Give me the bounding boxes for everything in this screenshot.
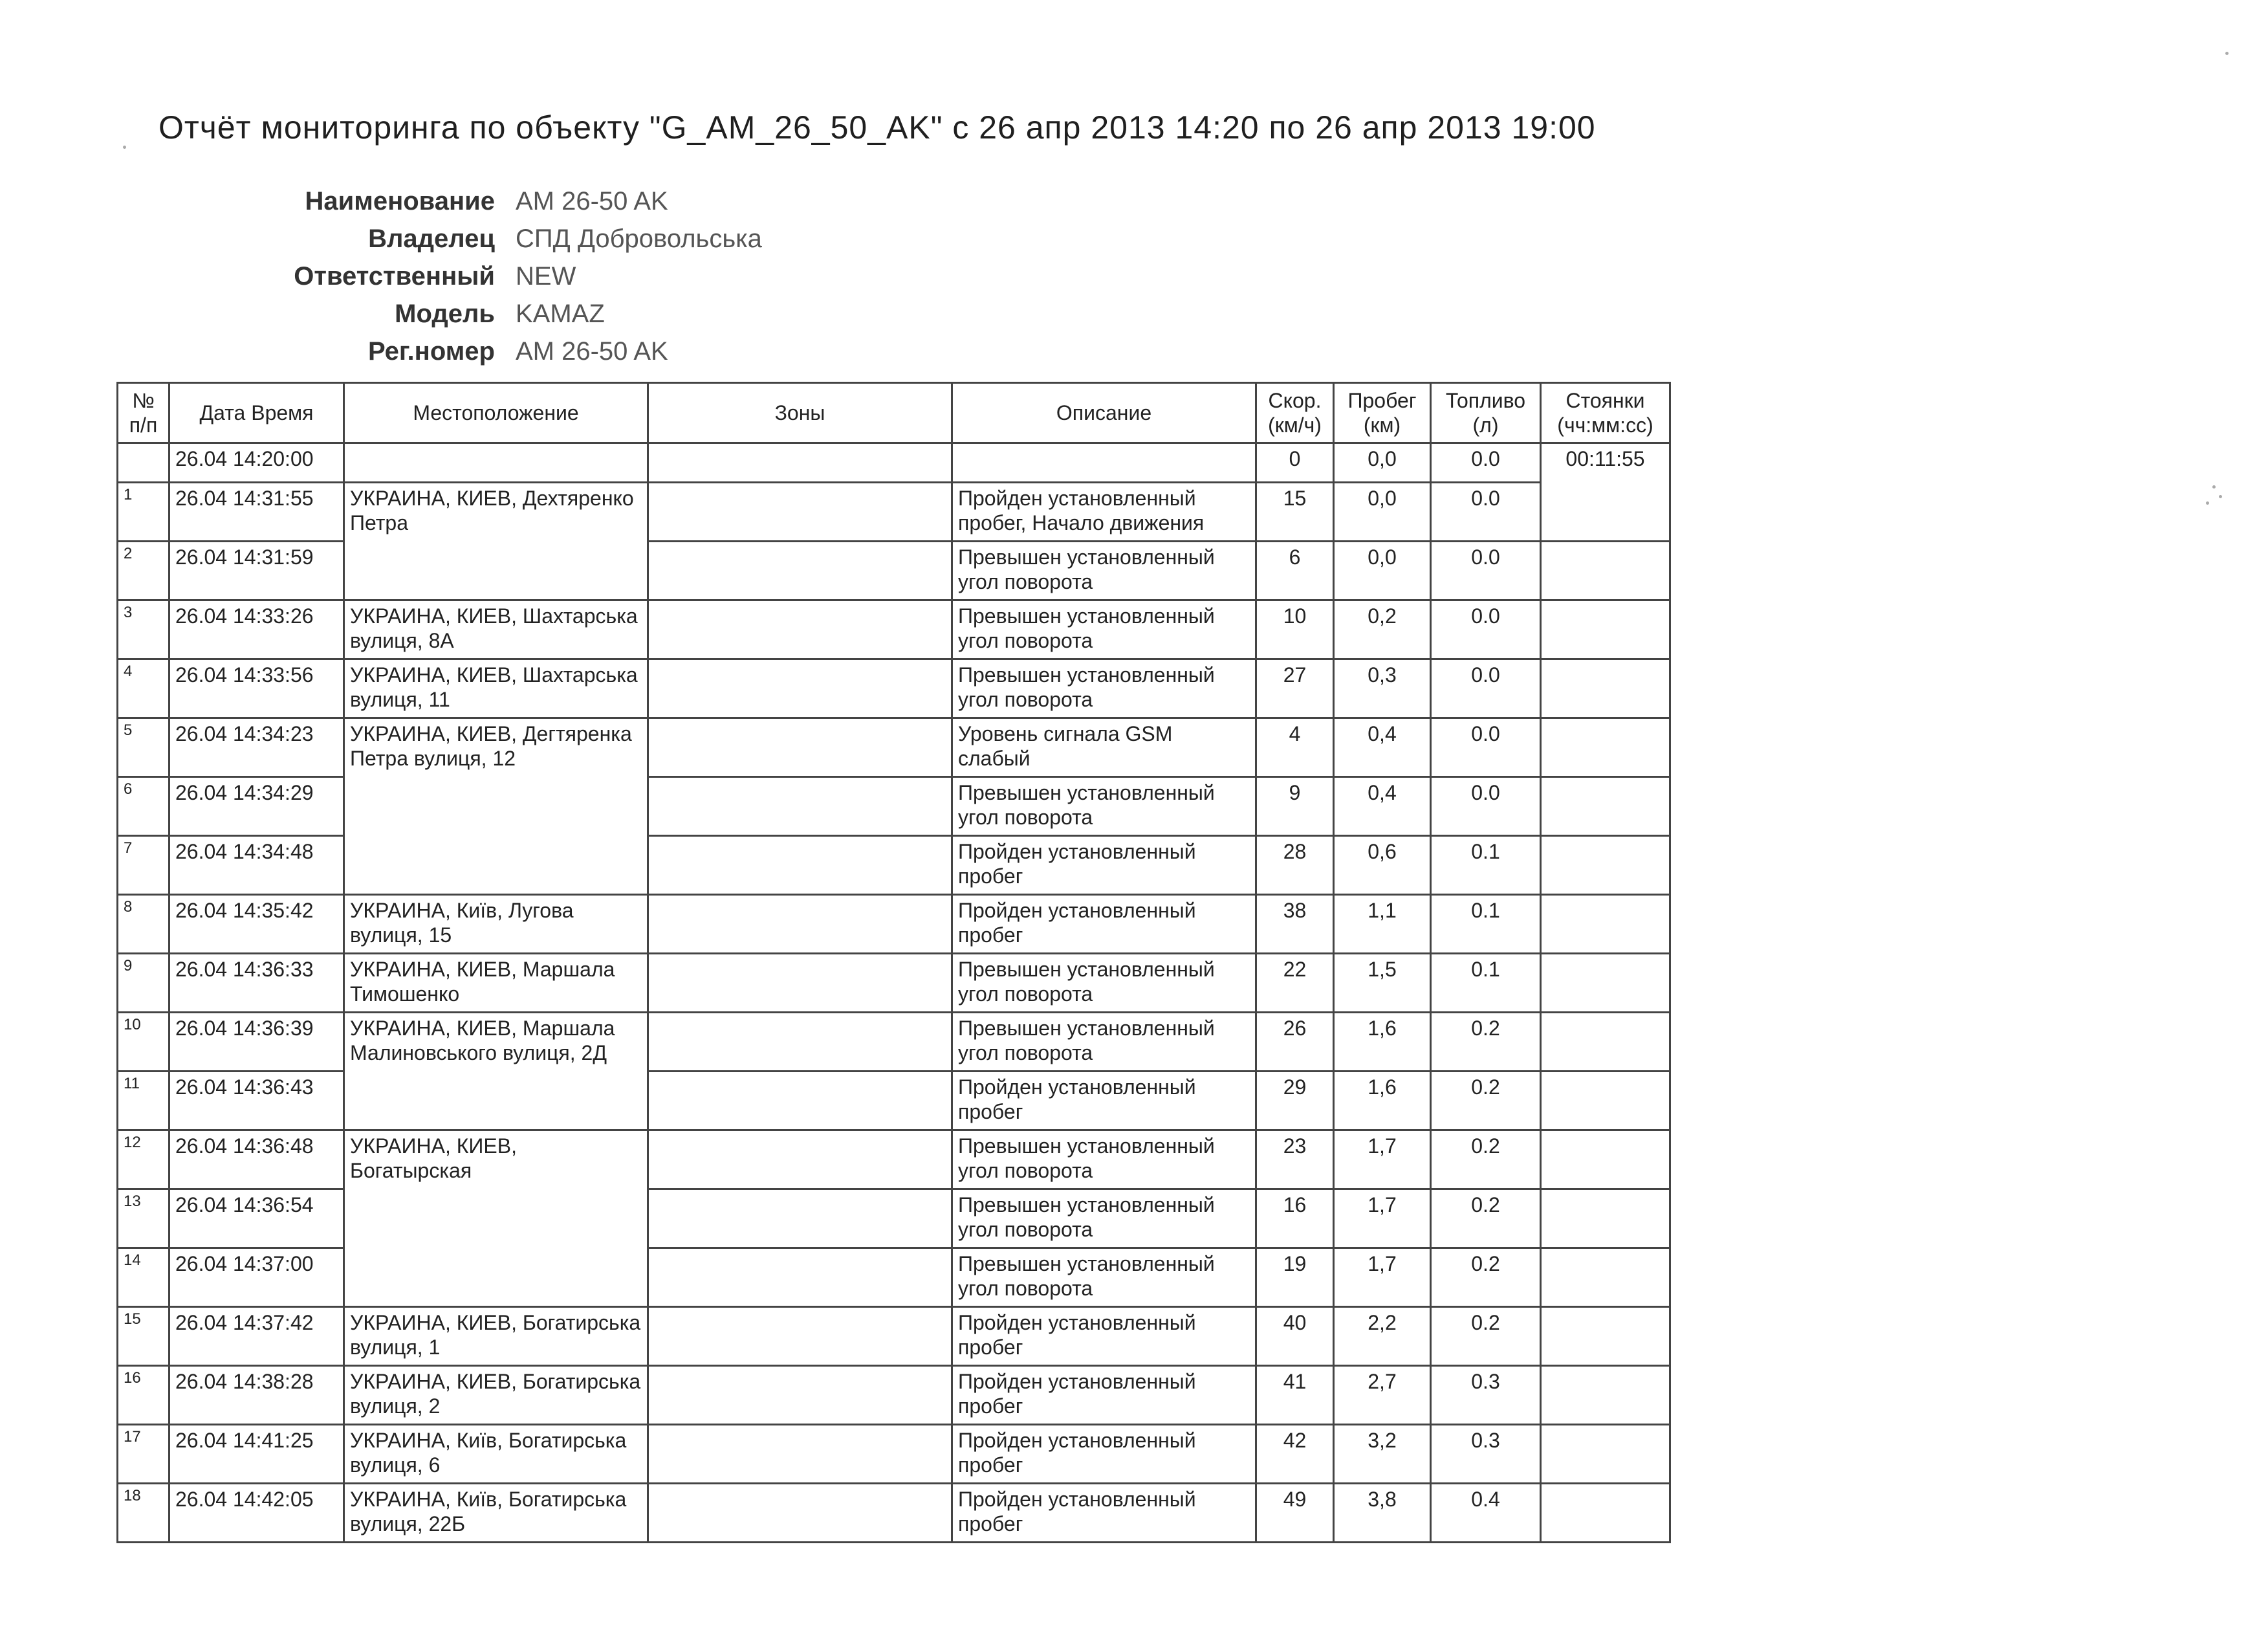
cell-zones xyxy=(648,1072,952,1130)
cell-stops xyxy=(1541,1189,1670,1248)
cell-speed: 0 xyxy=(1256,443,1334,483)
cell-datetime: 26.04 14:31:55 xyxy=(169,483,344,542)
table-row xyxy=(118,443,1670,483)
cell-datetime: 26.04 14:42:05 xyxy=(169,1484,344,1543)
table-row xyxy=(118,1425,1670,1484)
scan-speck xyxy=(2206,501,2209,505)
cell-stops xyxy=(1541,1425,1670,1484)
table-row xyxy=(118,954,1670,1013)
cell-location: УКРАИНА, КИЕВ, Богатырская xyxy=(344,1130,648,1307)
table-row xyxy=(118,1013,1670,1072)
cell-speed: 4 xyxy=(1256,718,1334,777)
cell-fuel: 0.1 xyxy=(1431,954,1541,1013)
cell-stops xyxy=(1541,1366,1670,1425)
cell-num: 10 xyxy=(118,1013,169,1072)
info-value: AM 26-50 AK xyxy=(516,336,668,366)
cell-num: 4 xyxy=(118,659,169,718)
cell-stops xyxy=(1541,718,1670,777)
cell-stops xyxy=(1541,600,1670,659)
cell-speed: 38 xyxy=(1256,895,1334,954)
cell-num: 14 xyxy=(118,1248,169,1307)
cell-description xyxy=(952,443,1256,483)
cell-num: 16 xyxy=(118,1366,169,1425)
header-num: № п/п xyxy=(118,383,169,443)
cell-stops xyxy=(1541,777,1670,836)
cell-num: 7 xyxy=(118,836,169,895)
table-row xyxy=(118,1484,1670,1543)
cell-description: Превышен установленный угол поворота xyxy=(952,1248,1256,1307)
table-header-row xyxy=(118,383,1670,443)
cell-datetime: 26.04 14:34:48 xyxy=(169,836,344,895)
cell-zones xyxy=(648,777,952,836)
cell-fuel: 0.2 xyxy=(1431,1248,1541,1307)
cell-speed: 22 xyxy=(1256,954,1334,1013)
cell-fuel: 0.3 xyxy=(1431,1425,1541,1484)
table-row xyxy=(118,659,1670,718)
cell-zones xyxy=(648,659,952,718)
scan-speck xyxy=(2225,52,2229,55)
cell-speed: 9 xyxy=(1256,777,1334,836)
cell-mileage: 0,0 xyxy=(1334,542,1431,600)
cell-description: Превышен установленный угол поворота xyxy=(952,777,1256,836)
cell-mileage: 0,4 xyxy=(1334,777,1431,836)
cell-zones xyxy=(648,1248,952,1307)
cell-location xyxy=(344,443,648,483)
cell-num: 5 xyxy=(118,718,169,777)
cell-speed: 16 xyxy=(1256,1189,1334,1248)
cell-speed: 15 xyxy=(1256,483,1334,542)
cell-num: 13 xyxy=(118,1189,169,1248)
cell-zones xyxy=(648,542,952,600)
cell-zones xyxy=(648,483,952,542)
cell-zones xyxy=(648,1013,952,1072)
info-row-owner xyxy=(194,220,762,258)
cell-mileage: 1,1 xyxy=(1334,895,1431,954)
cell-datetime: 26.04 14:34:29 xyxy=(169,777,344,836)
cell-zones xyxy=(648,1189,952,1248)
cell-datetime: 26.04 14:36:48 xyxy=(169,1130,344,1189)
header-fuel: Топливо (л) xyxy=(1431,383,1541,443)
cell-mileage: 0,3 xyxy=(1334,659,1431,718)
cell-stops xyxy=(1541,1484,1670,1543)
cell-zones xyxy=(648,1484,952,1543)
cell-mileage: 1,7 xyxy=(1334,1189,1431,1248)
cell-mileage: 1,7 xyxy=(1334,1248,1431,1307)
cell-mileage: 0,2 xyxy=(1334,600,1431,659)
cell-num: 18 xyxy=(118,1484,169,1543)
cell-speed: 27 xyxy=(1256,659,1334,718)
cell-num: 15 xyxy=(118,1307,169,1366)
cell-fuel: 0.0 xyxy=(1431,659,1541,718)
cell-description: Пройден установленный пробег xyxy=(952,1072,1256,1130)
cell-location: УКРАИНА, КИЕВ, Маршала Малиновського вулиця, 2Д xyxy=(344,1013,648,1130)
header-mileage: Пробег (км) xyxy=(1334,383,1431,443)
cell-mileage: 0,0 xyxy=(1334,443,1431,483)
cell-mileage: 3,2 xyxy=(1334,1425,1431,1484)
cell-mileage: 3,8 xyxy=(1334,1484,1431,1543)
cell-zones xyxy=(648,718,952,777)
info-label: Ответственный xyxy=(294,261,495,291)
header-zones: Зоны xyxy=(648,383,952,443)
cell-stops xyxy=(1541,1307,1670,1366)
cell-mileage: 1,7 xyxy=(1334,1130,1431,1189)
cell-datetime: 26.04 14:36:54 xyxy=(169,1189,344,1248)
cell-stops xyxy=(1541,1072,1670,1130)
cell-num: 3 xyxy=(118,600,169,659)
cell-fuel: 0.0 xyxy=(1431,600,1541,659)
info-row-model xyxy=(194,295,762,333)
cell-speed: 28 xyxy=(1256,836,1334,895)
cell-num: 6 xyxy=(118,777,169,836)
cell-datetime: 26.04 14:33:56 xyxy=(169,659,344,718)
cell-location: УКРАИНА, КИЕВ, Дехтяренко Петра xyxy=(344,483,648,600)
cell-fuel: 0.2 xyxy=(1431,1072,1541,1130)
cell-num: 12 xyxy=(118,1130,169,1189)
cell-location: УКРАИНА, КИЕВ, Богатирська вулиця, 1 xyxy=(344,1307,648,1366)
cell-mileage: 2,7 xyxy=(1334,1366,1431,1425)
header-stops: Стоянки (чч:мм:сс) xyxy=(1541,383,1670,443)
cell-description: Превышен установленный угол поворота xyxy=(952,542,1256,600)
cell-mileage: 0,0 xyxy=(1334,483,1431,542)
report-title: Отчёт мониторинга по объекту "G_AM_26_50_AK" с 26 апр 2013 14:20 по 26 апр 2013 19:00 xyxy=(158,109,1596,146)
cell-stops xyxy=(1541,1130,1670,1189)
cell-description: Превышен установленный угол поворота xyxy=(952,659,1256,718)
cell-stops xyxy=(1541,954,1670,1013)
cell-fuel: 0.2 xyxy=(1431,1130,1541,1189)
cell-datetime: 26.04 14:34:23 xyxy=(169,718,344,777)
cell-zones xyxy=(648,954,952,1013)
header-speed: Скор. (км/ч) xyxy=(1256,383,1334,443)
cell-speed: 23 xyxy=(1256,1130,1334,1189)
cell-speed: 49 xyxy=(1256,1484,1334,1543)
cell-speed: 41 xyxy=(1256,1366,1334,1425)
info-value: KAMAZ xyxy=(516,299,605,328)
cell-description: Уровень сигнала GSM слабый xyxy=(952,718,1256,777)
cell-datetime: 26.04 14:36:43 xyxy=(169,1072,344,1130)
cell-zones xyxy=(648,1130,952,1189)
cell-location: УКРАИНА, Київ, Богатирська вулиця, 6 xyxy=(344,1425,648,1484)
cell-mileage: 2,2 xyxy=(1334,1307,1431,1366)
cell-num: 1 xyxy=(118,483,169,542)
info-row-name xyxy=(194,182,762,220)
header-description: Описание xyxy=(952,383,1256,443)
table-row xyxy=(118,1366,1670,1425)
cell-zones xyxy=(648,895,952,954)
cell-stops xyxy=(1541,836,1670,895)
info-label: Наименование xyxy=(305,186,495,215)
cell-num: 17 xyxy=(118,1425,169,1484)
cell-description: Превышен установленный угол поворота xyxy=(952,600,1256,659)
cell-location: УКРАИНА, Київ, Лугова вулиця, 15 xyxy=(344,895,648,954)
cell-datetime: 26.04 14:20:00 xyxy=(169,443,344,483)
cell-location: УКРАИНА, КИЕВ, Богатирська вулиця, 2 xyxy=(344,1366,648,1425)
cell-stops xyxy=(1541,542,1670,600)
cell-description: Пройден установленный пробег xyxy=(952,1366,1256,1425)
cell-zones xyxy=(648,1425,952,1484)
cell-datetime: 26.04 14:36:39 xyxy=(169,1013,344,1072)
cell-description: Пройден установленный пробег xyxy=(952,1307,1256,1366)
object-info xyxy=(194,182,762,370)
info-label: Модель xyxy=(395,299,495,328)
cell-fuel: 0.2 xyxy=(1431,1189,1541,1248)
cell-speed: 26 xyxy=(1256,1013,1334,1072)
table-row xyxy=(118,1130,1670,1189)
cell-stops xyxy=(1541,1013,1670,1072)
cell-mileage: 1,5 xyxy=(1334,954,1431,1013)
cell-zones xyxy=(648,836,952,895)
cell-fuel: 0.0 xyxy=(1431,777,1541,836)
cell-datetime: 26.04 14:41:25 xyxy=(169,1425,344,1484)
cell-fuel: 0.3 xyxy=(1431,1366,1541,1425)
cell-fuel: 0.1 xyxy=(1431,895,1541,954)
scan-speck xyxy=(2212,485,2216,489)
cell-datetime: 26.04 14:36:33 xyxy=(169,954,344,1013)
cell-fuel: 0.2 xyxy=(1431,1013,1541,1072)
cell-fuel: 0.4 xyxy=(1431,1484,1541,1543)
monitoring-table xyxy=(116,382,1671,1543)
cell-speed: 10 xyxy=(1256,600,1334,659)
cell-description: Пройден установленный пробег xyxy=(952,1425,1256,1484)
cell-stops: 00:11:55 xyxy=(1541,443,1670,542)
cell-fuel: 0.2 xyxy=(1431,1307,1541,1366)
cell-description: Превышен установленный угол поворота xyxy=(952,1130,1256,1189)
cell-description: Превышен установленный угол поворота xyxy=(952,954,1256,1013)
cell-fuel: 0.0 xyxy=(1431,542,1541,600)
cell-speed: 40 xyxy=(1256,1307,1334,1366)
cell-num: 8 xyxy=(118,895,169,954)
cell-datetime: 26.04 14:33:26 xyxy=(169,600,344,659)
table-row xyxy=(118,718,1670,777)
info-row-reg-number xyxy=(194,333,762,370)
cell-fuel: 0.0 xyxy=(1431,443,1541,483)
cell-datetime: 26.04 14:37:42 xyxy=(169,1307,344,1366)
info-value: СПД Добровольська xyxy=(516,224,762,253)
cell-speed: 6 xyxy=(1256,542,1334,600)
cell-description: Пройден установленный пробег xyxy=(952,895,1256,954)
cell-description: Пройден установленный пробег, Начало движения xyxy=(952,483,1256,542)
cell-num: 9 xyxy=(118,954,169,1013)
info-row-responsible xyxy=(194,258,762,295)
cell-datetime: 26.04 14:31:59 xyxy=(169,542,344,600)
cell-stops xyxy=(1541,1248,1670,1307)
cell-num: 2 xyxy=(118,542,169,600)
cell-location: УКРАИНА, КИЕВ, Дегтяренка Петра вулиця, 12 xyxy=(344,718,648,895)
cell-zones xyxy=(648,1307,952,1366)
scan-speck xyxy=(2219,495,2222,498)
cell-zones xyxy=(648,1366,952,1425)
cell-datetime: 26.04 14:37:00 xyxy=(169,1248,344,1307)
cell-zones xyxy=(648,600,952,659)
cell-location: УКРАИНА, КИЕВ, Шахтарська вулиця, 8А xyxy=(344,600,648,659)
cell-mileage: 1,6 xyxy=(1334,1013,1431,1072)
cell-stops xyxy=(1541,659,1670,718)
cell-speed: 29 xyxy=(1256,1072,1334,1130)
cell-fuel: 0.0 xyxy=(1431,483,1541,542)
cell-zones xyxy=(648,443,952,483)
cell-num xyxy=(118,443,169,483)
table-row xyxy=(118,895,1670,954)
cell-datetime: 26.04 14:38:28 xyxy=(169,1366,344,1425)
cell-mileage: 0,6 xyxy=(1334,836,1431,895)
cell-description: Превышен установленный угол поворота xyxy=(952,1013,1256,1072)
info-label: Рег.номер xyxy=(367,336,495,366)
cell-fuel: 0.0 xyxy=(1431,718,1541,777)
scan-speck xyxy=(123,146,126,149)
cell-location: УКРАИНА, КИЕВ, Маршала Тимошенко xyxy=(344,954,648,1013)
table-row xyxy=(118,1307,1670,1366)
cell-description: Превышен установленный угол поворота xyxy=(952,1189,1256,1248)
cell-num: 11 xyxy=(118,1072,169,1130)
info-label: Владелец xyxy=(368,224,495,253)
cell-location: УКРАИНА, Київ, Богатирська вулиця, 22Б xyxy=(344,1484,648,1543)
cell-stops xyxy=(1541,895,1670,954)
cell-description: Пройден установленный пробег xyxy=(952,1484,1256,1543)
cell-mileage: 1,6 xyxy=(1334,1072,1431,1130)
header-datetime: Дата Время xyxy=(169,383,344,443)
cell-speed: 19 xyxy=(1256,1248,1334,1307)
cell-datetime: 26.04 14:35:42 xyxy=(169,895,344,954)
cell-fuel: 0.1 xyxy=(1431,836,1541,895)
info-value: NEW xyxy=(516,261,576,291)
cell-location: УКРАИНА, КИЕВ, Шахтарська вулиця, 11 xyxy=(344,659,648,718)
table-row xyxy=(118,483,1670,542)
cell-mileage: 0,4 xyxy=(1334,718,1431,777)
info-value: AM 26-50 AK xyxy=(516,186,668,215)
table-row xyxy=(118,600,1670,659)
cell-speed: 42 xyxy=(1256,1425,1334,1484)
cell-description: Пройден установленный пробег xyxy=(952,836,1256,895)
header-location: Местоположение xyxy=(344,383,648,443)
